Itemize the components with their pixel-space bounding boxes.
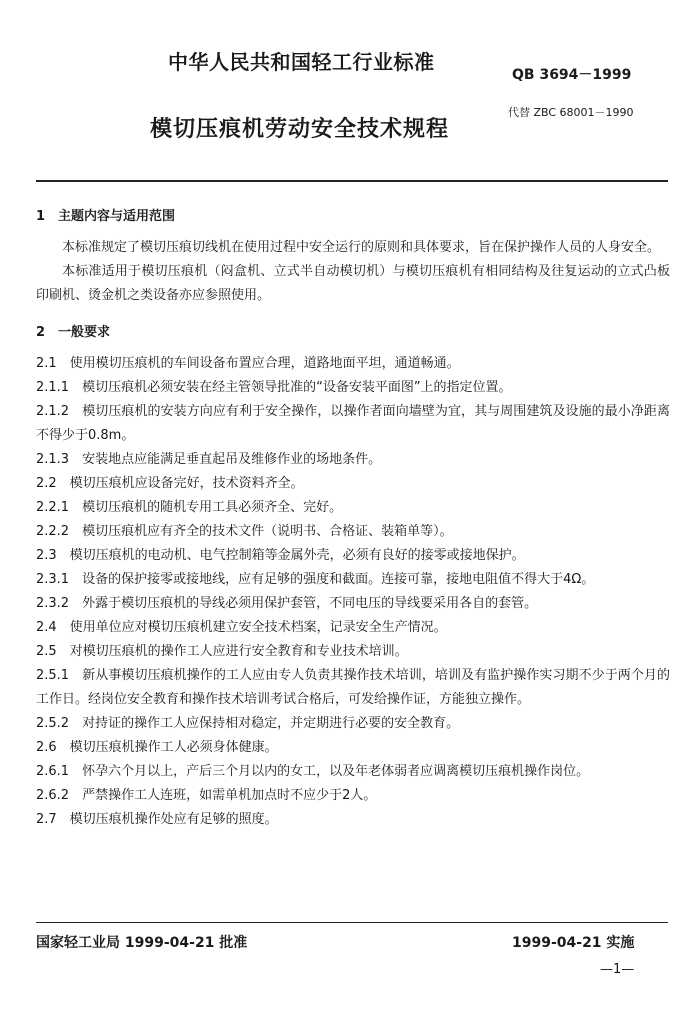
standard-code: QB 3694－1999 (512, 67, 632, 83)
clause-2-2-2: 2.2.2 模切压痕机应有齐全的技术文件（说明书、合格证、装箱单等）。 (36, 524, 453, 539)
clause-2-3-2: 2.3.2 外露于模切压痕机的导线必须用保护套管，不同电压的导线要采用各自的套管。 (36, 596, 538, 611)
document-body (36, 206, 670, 832)
clause-2-6: 2.6 模切压痕机操作工人必须身体健康。 (36, 740, 278, 755)
document-title: 模切压痕机劳动安全技术规程 (150, 117, 450, 142)
replaces-standard: 代替 ZBC 68001－1990 (508, 106, 634, 119)
footer-divider (36, 922, 668, 923)
effective-date: 1999-04-21 实施 (512, 935, 635, 951)
clause-2-3: 2.3 模切压痕机的电动机、电气控制箱等金属外壳，必须有良好的接零或接地保护。 (36, 548, 525, 563)
clause-2-3-1: 2.3.1 设备的保护接零或接地线，应有足够的强度和截面。连接可靠，接地电阻值不得大于4Ω。 (36, 572, 595, 587)
clause-2-6-2: 2.6.2 严禁操作工人连班，如需单机加点时不应少于2人。 (36, 788, 377, 803)
header-divider (36, 180, 668, 182)
clause-2-2-1: 2.2.1 模切压痕机的随机专用工具必须齐全、完好。 (36, 500, 343, 515)
section-1-paragraph: 本标准规定了模切压痕切线机在使用过程中安全运行的原则和具体要求，旨在保护操作人员的人身安全。 (62, 240, 661, 255)
clause-2-1-1: 2.1.1 模切压痕机必须安装在经主管领导批准的“设备安装平面图”上的指定位置。 (36, 380, 512, 395)
page-number: —1— (600, 962, 635, 977)
approval-line: 国家轻工业局 1999-04-21 批准 (36, 935, 248, 951)
clause-2-1: 2.1 使用模切压痕机的车间设备布置应合理，道路地面平坦，通道畅通。 (36, 356, 460, 371)
clause-2-5-2: 2.5.2 对持证的操作工人应保持相对稳定，并定期进行必要的安全教育。 (36, 716, 460, 731)
clause-2-5: 2.5 对模切压痕机的操作工人应进行安全教育和专业技术培训。 (36, 644, 408, 659)
section-1-paragraph: 本标准适用于模切压痕机（闷盒机、立式半自动模切机）与模切压痕机有相同结构及往复运动的立式凸板印刷机、烫金机之类设备亦应参照使用。 (36, 264, 670, 303)
standard-category: 中华人民共和国轻工行业标准 (168, 50, 435, 74)
clause-2-6-1: 2.6.1 怀孕六个月以上，产后三个月以内的女工，以及年老体弱者应调离模切压痕机操作岗位。 (36, 764, 590, 779)
clause-2-2: 2.2 模切压痕机应设备完好，技术资料齐全。 (36, 476, 304, 491)
section-2-heading: 2 一般要求 (36, 325, 111, 340)
section-1-heading: 1 主题内容与适用范围 (36, 209, 176, 224)
clause-2-1-2: 2.1.2 模切压痕机的安装方向应有利于安全操作，以操作者面向墙壁为宜，其与周围建筑及设施的最小净距离不得少于0.8m。 (36, 404, 670, 443)
clause-2-7: 2.7 模切压痕机操作处应有足够的照度。 (36, 812, 278, 827)
clause-2-1-3: 2.1.3 安装地点应能满足垂直起吊及维修作业的场地条件。 (36, 452, 382, 467)
clause-2-4: 2.4 使用单位应对模切压痕机建立安全技术档案，记录安全生产情况。 (36, 620, 447, 635)
clause-2-5-1: 2.5.1 新从事模切压痕机操作的工人应由专人负责其操作技术培训，培训及有监护操作实习期不少于两个月的工作日。经岗位安全教育和操作技术培训考试合格后，可发给操作证，方能独立操作。 (36, 668, 670, 707)
